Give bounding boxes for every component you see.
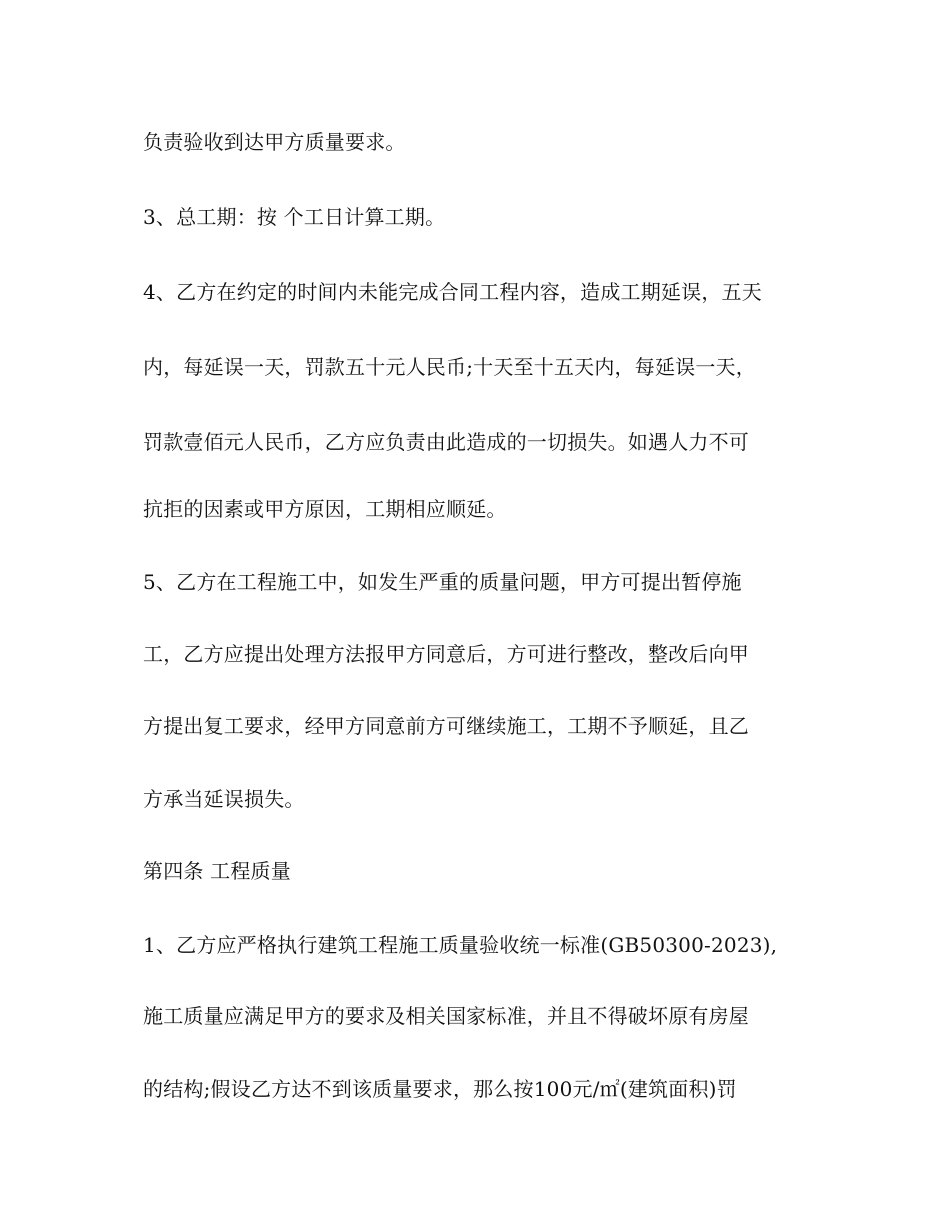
text-line-delay-clause-4: 抗拒的因素或甲方原因，工期相应顺延。 (143, 497, 507, 521)
text-line-delay-clause-3: 罚款壹佰元人民币，乙方应负责由此造成的一切损失。如遇人力不可 (143, 430, 749, 454)
text-line-quality-standard-3: 的结构;假设乙方达不到该质量要求，那么按100元/㎡(建筑面积)罚 (143, 1077, 737, 1101)
text-line-quality-standard-2: 施工质量应满足甲方的要求及相关国家标准，并且不得破坏原有房屋 (143, 1004, 749, 1028)
text-line-total-period: 3、总工期：按 个工日计算工期。 (143, 205, 446, 229)
text-line-delay-clause-2: 内，每延误一天，罚款五十元人民币;十天至十五天内，每延误一天， (143, 355, 756, 379)
text-line-quality-issue-4: 方承当延误损失。 (143, 787, 305, 811)
text-line-quality-standard-1: 1、乙方应严格执行建筑工程施工质量验收统一标准(GB50300-2023), (143, 933, 778, 957)
text-line-quality-issue-3: 方提出复工要求，经甲方同意前方可继续施工，工期不予顺延，且乙 (143, 714, 749, 738)
text-line-delay-clause-1: 4、乙方在约定的时间内未能完成合同工程内容，造成工期延误，五天 (143, 280, 762, 304)
text-line-quality-issue-2: 工，乙方应提出处理方法报甲方同意后，方可进行整改，整改后向甲 (143, 642, 749, 666)
text-line-quality-issue-1: 5、乙方在工程施工中，如发生严重的质量问题，甲方可提出暂停施 (143, 570, 742, 594)
text-line-acceptance: 负责验收到达甲方质量要求。 (143, 130, 406, 154)
section-heading-article-4: 第四条 工程质量 (143, 859, 291, 883)
